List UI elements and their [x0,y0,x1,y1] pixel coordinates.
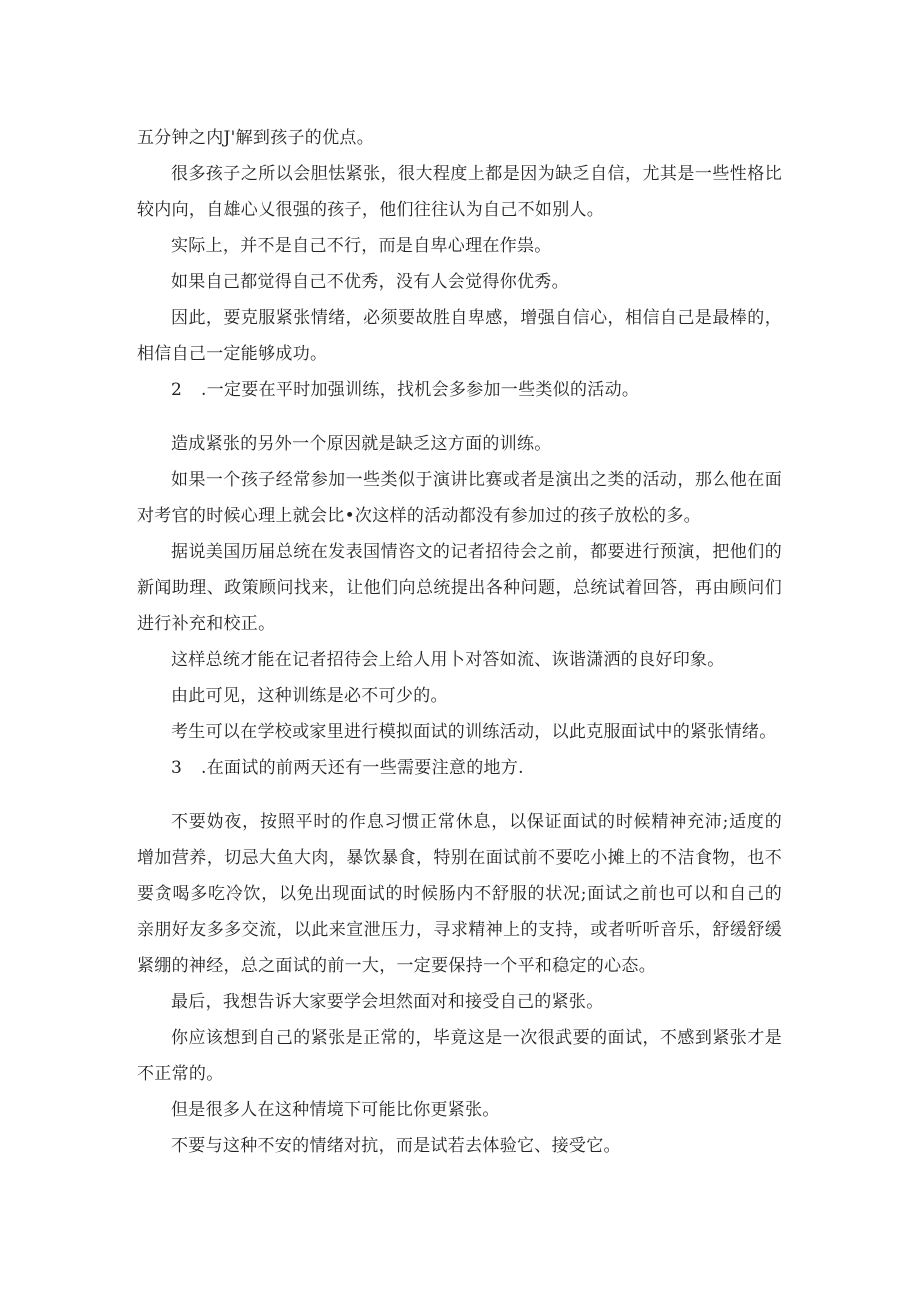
heading-text: .一定要在平时加强训练，找机会多参加一些类似的活动。 [201,380,640,400]
paragraph: 但是很多人在这种情境下可能比你更紧张。 [171,1100,500,1120]
text-section-3 [137,804,782,1164]
numbered-heading [137,750,782,786]
paragraph: 实际上，并不是自己不行，而是自卑心理在作祟。 [171,236,552,256]
paragraph: 据说美国历届总统在发表国情咨文的记者招待会之前，都要进行预演，把他们的新闻助理、政策顾问找来，让他们向总统提出各种问题，总统试着回答，再由顾问们进行补充和校正。 [137,542,782,634]
paragraph: 造成紧张的另外一个原因就是缺乏这方面的训练。 [171,434,552,454]
paragraph: 不要与这种不安的情绪对抗，而是试若去体验它、接受它。 [171,1136,621,1156]
text-section-1 [137,120,782,408]
heading-number: 3 [171,758,183,778]
heading-number: 2 [171,380,183,400]
numbered-heading [137,372,782,408]
paragraph: 考生可以在学校或家里进行模拟面试的训练活动，以此克服面试中的紧张情绪。 [171,722,777,742]
paragraph: 你应该想到自己的紧张是正常的，毕竟这是一次很武要的面试，不感到紧张才是不正常的。 [137,1028,782,1084]
text-section-2 [137,426,782,786]
paragraph: 因此，要克服紧张情绪，必须要故胜自卑感，增强自信心，相信自己是最棒的，相信自己一定能够成功。 [137,308,782,364]
paragraph: 很多孩子之所以会胆怯紧张，很大程度上都是因为缺乏自信，尤其是一些性格比较内向，自雄心乂很强的孩子，他们往往认为自己不如别人。 [137,164,782,220]
paragraph: 最后，我想告诉大家要学会坦然面对和接受自己的紧张。 [171,992,604,1012]
paragraph: 如果一个孩子经常参加一些类似于演讲比赛或者是演出之类的活动，那么他在面对考官的时候心理上就会比•次这样的活动都没有参加过的孩子放松的多。 [137,470,782,526]
paragraph: 由此可见，这种训练是必不可少的。 [171,686,448,706]
paragraph: 五分钟之内J'解到孩子的优点。 [137,128,374,148]
paragraph: 这样总统才能在记者招待会上给人用卜对答如流、诙谐潇洒的良好印象。 [171,650,725,670]
heading-text: .在面试的前两天还有一些需要注意的地方. [201,758,524,778]
paragraph: 如果自己都觉得自己不优秀，没有人会觉得你优秀。 [171,272,569,292]
paragraph: 不要妫夜，按照平时的作息习惯正常休息，以保证面试的时候精神充沛;适度的增加营养，切忌大鱼大肉，暴饮暴食，特别在面试前不要吃小摊上的不洁食物，也不要贪喝多吃冷饮，以免出现面试的时候肠内不舒服的状况;面试之前也可以和自己的亲朋好友多多交流，以此来宣泄压力，寻求精神上的支持，或者听听音乐，舒缓舒缓紧绷的神经，总之面试的前一大，一定要保持一个平和稳定的心态。 [137,812,782,976]
